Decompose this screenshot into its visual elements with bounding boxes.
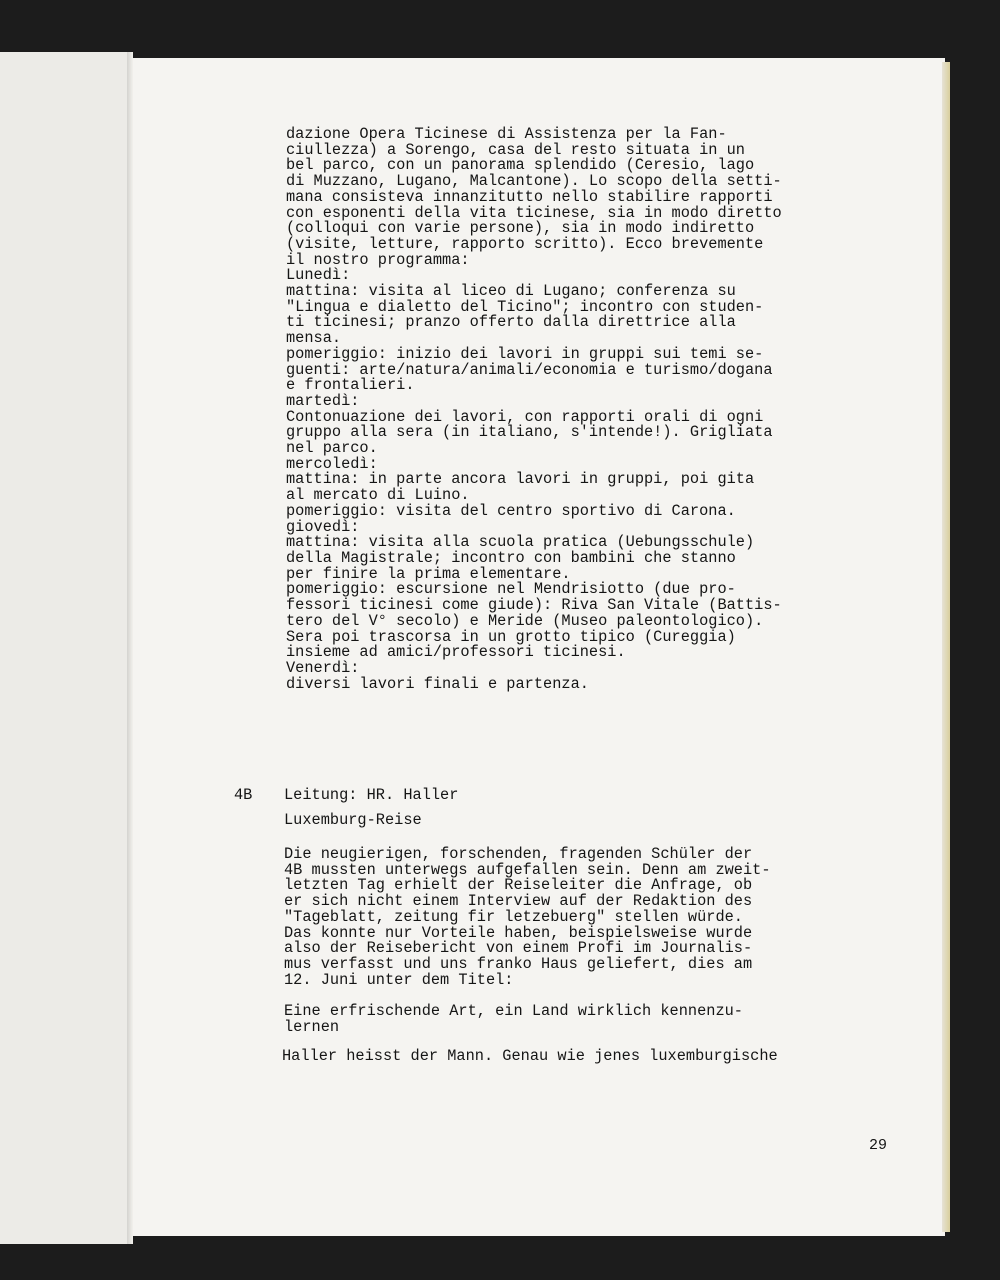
text-line: nel parco. [286, 439, 378, 458]
text-line: Lunedì: [286, 266, 351, 285]
text-line: Die neugierigen, forschenden, fragenden Schüler der [284, 845, 753, 863]
text-line: (visite, letture, rapporto scritto). Ecco brevemente [286, 234, 764, 253]
text-line: 12. Juni unter dem Titel: [284, 970, 514, 989]
trip-title: Luxemburg-Reise [284, 811, 422, 829]
book-gutter [127, 52, 133, 1244]
text-line: Das konnte nur Vorteile haben, beispielsweise wurde [284, 923, 753, 942]
text-line: giovedì: [286, 517, 360, 536]
text-line: guenti: arte/natura/animali/economia e turismo/dogana [286, 360, 773, 379]
text-line: mercoledì: [286, 454, 378, 473]
text-line: pomeriggio: inizio dei lavori in gruppi sui temi se- [286, 344, 764, 363]
text-line: ciullezza) a Sorengo, casa del resto situata in un [286, 140, 745, 159]
leitung-line: Leitung: HR. Haller [284, 786, 459, 804]
german-report-text [284, 847, 844, 988]
text-line: mana consisteva innanzitutto nello stabilire rapporti [286, 187, 773, 206]
text-line: mus verfasst und uns franko Haus geliefert, dies am [284, 954, 753, 973]
article-headline [284, 1004, 844, 1035]
text-line: er sich nicht einem Interview auf der Redaktion des [284, 892, 753, 911]
text-line: il nostro programma: [286, 250, 470, 269]
text-line: 4B mussten unterwegs aufgefallen sein. Denn am zweit- [284, 860, 771, 879]
text-line: martedì: [286, 391, 360, 410]
text-line: per finire la prima elementare. [286, 564, 571, 583]
text-line: (colloqui con varie persone), sia in modo indiretto [286, 219, 755, 238]
facing-page-edge [0, 52, 130, 1244]
text-line: "Tageblatt, zeitung fir letzebuerg" stellen würde. [284, 907, 743, 926]
text-line: Venerdì: [286, 658, 360, 677]
report-continuation-line: Haller heisst der Mann. Genau wie jenes luxemburgische [282, 1047, 778, 1065]
text-line: e frontalieri. [286, 376, 415, 395]
page-number: 29 [869, 1137, 888, 1154]
text-line: mensa. [286, 329, 342, 348]
text-line: insieme ad amici/professori ticinesi. [286, 643, 626, 662]
text-line: della Magistrale; incontro con bambini che stanno [286, 548, 736, 567]
italian-program-text [286, 127, 846, 692]
text-line: Eine erfrischende Art, ein Land wirklich kennenzu- [284, 1002, 743, 1020]
section-code: 4B [234, 786, 253, 804]
text-line: gruppo alla sera (in italiano, s'intende!). Grigliata [286, 423, 773, 442]
text-line: "Lingua e dialetto del Ticino"; incontro con studen- [286, 297, 764, 316]
text-line: bel parco, con un panorama splendido (Ceresio, lago [286, 156, 755, 175]
text-line: lernen [284, 1017, 340, 1036]
text-line: dazione Opera Ticinese di Assistenza per la Fan- [286, 125, 727, 143]
text-line: ti ticinesi; pranzo offerto dalla direttrice alla [286, 313, 736, 332]
text-line: con esponenti della vita ticinese, sia in modo diretto [286, 203, 782, 222]
text-line: pomeriggio: visita del centro sportivo di Carona. [286, 501, 736, 520]
text-line: pomeriggio: escursione nel Mendrisiotto (due pro- [286, 580, 736, 599]
page-stack-edge [942, 62, 950, 1232]
text-line: mattina: visita alla scuola pratica (Uebungsschule) [286, 533, 755, 552]
text-line: al mercato di Luino. [286, 486, 470, 505]
text-line: Contonuazione dei lavori, con rapporti orali di ogni [286, 407, 764, 426]
text-line: also der Reisebericht von einem Profi im Journalis- [284, 939, 753, 958]
text-line: mattina: in parte ancora lavori in gruppi, poi gita [286, 470, 755, 489]
text-line: di Muzzano, Lugano, Malcantone). Lo scopo della setti- [286, 172, 782, 191]
text-line: letzten Tag erhielt der Reiseleiter die Anfrage, ob [284, 876, 753, 895]
text-line: tero del V° secolo) e Meride (Museo paleontologico). [286, 611, 764, 630]
text-line: diversi lavori finali e partenza. [286, 674, 589, 693]
text-line: mattina: visita al liceo di Lugano; conferenza su [286, 282, 736, 301]
text-line: fessori ticinesi come giude): Riva San Vitale (Battis- [286, 596, 782, 615]
text-line: Sera poi trascorsa in un grotto tipico (Cureggia) [286, 627, 736, 646]
